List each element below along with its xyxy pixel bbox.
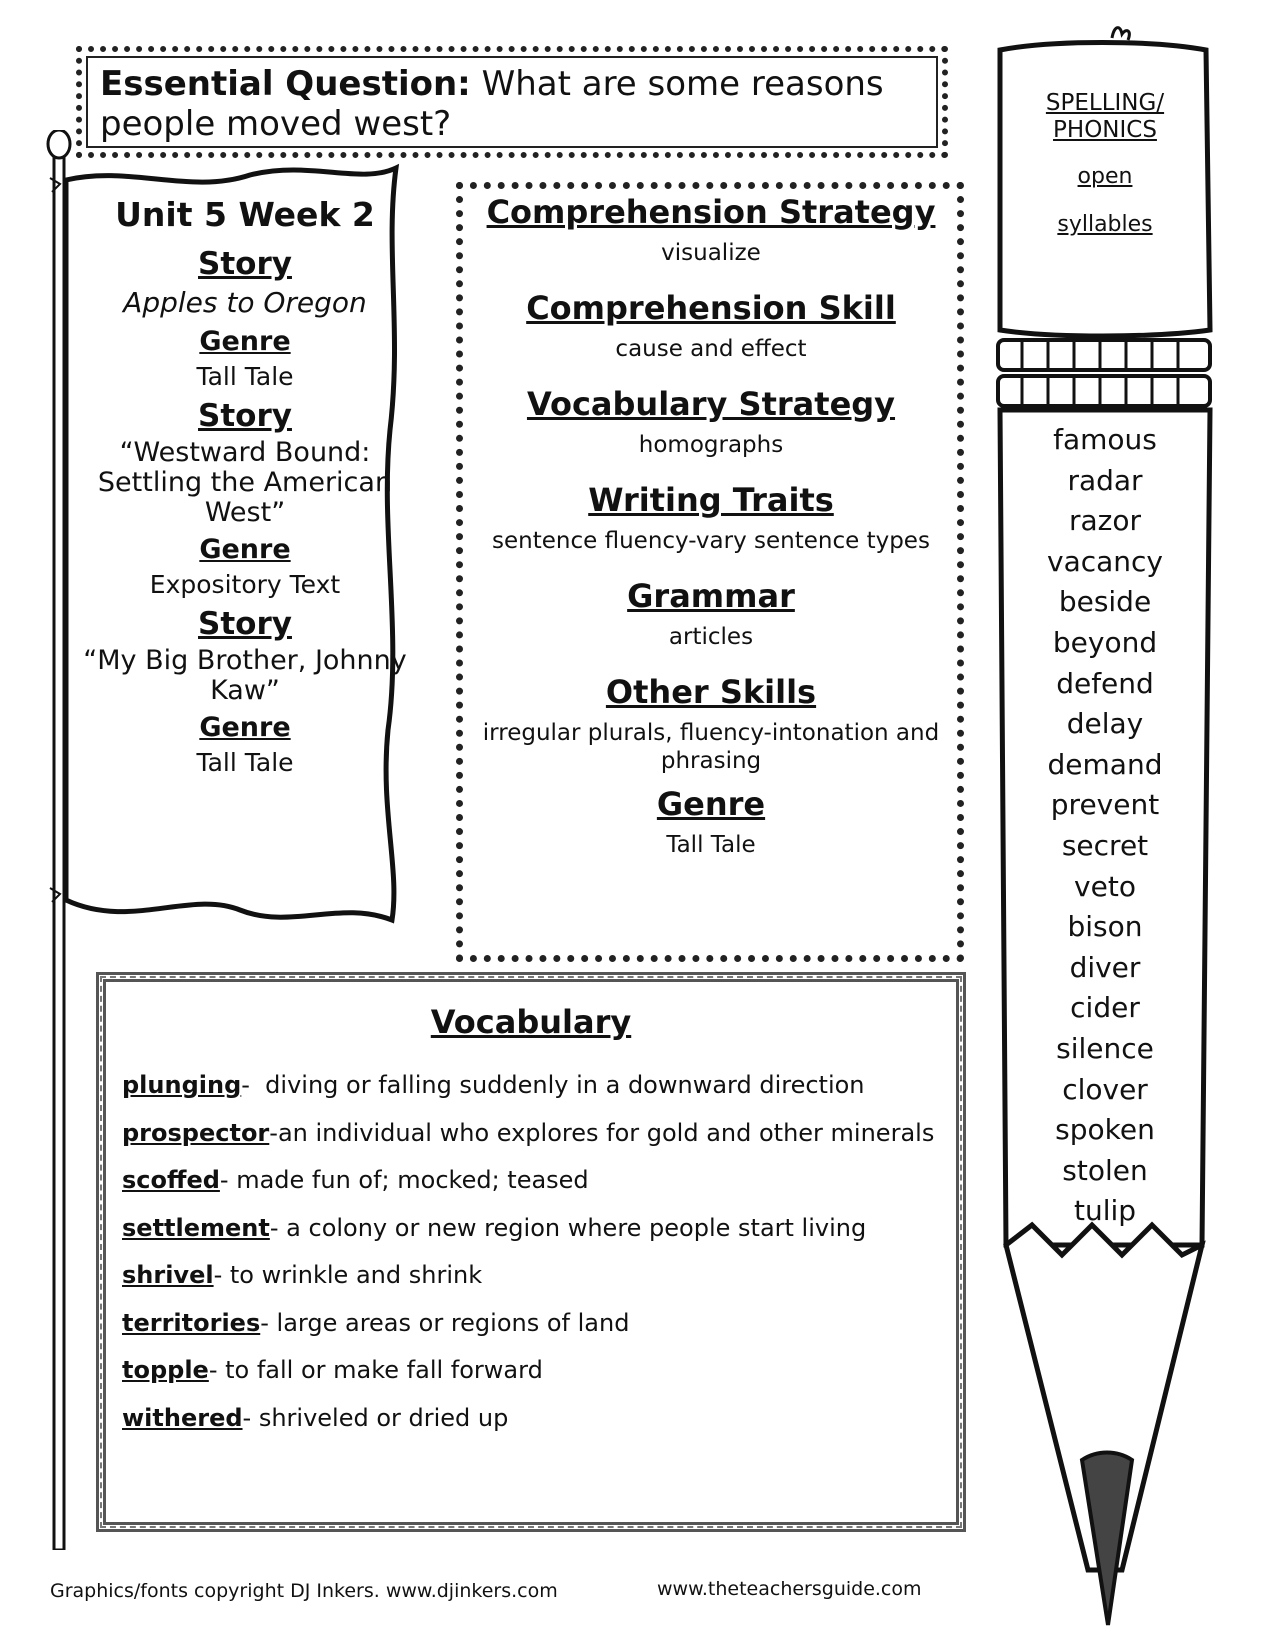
spelling-word: secret [1061,828,1149,862]
spelling-word: razor [1068,504,1141,538]
vocab-item [122,1068,952,1116]
vocab-word: prospector [122,1118,270,1147]
vocab-item [122,1258,952,1306]
spelling-word: veto [1074,869,1136,903]
spelling-heading-line2: PHONICS [1053,117,1157,143]
vocab-word: territories [122,1308,261,1337]
story-label-3: Story [198,606,292,642]
vocab-definition: made fun of; mocked; teased [236,1166,589,1194]
footer-copyright: Graphics/fonts copyright DJ Inkers. www.djinkers.com [50,1580,558,1602]
genre-value-3: Tall Tale [196,748,294,777]
vocab-definition: large areas or regions of land [276,1308,630,1337]
vocab-separator: - [219,1166,237,1194]
vocab-separator: - [213,1261,230,1289]
spelling-word: radar [1067,463,1143,497]
pencil-eraser-tip [1112,28,1129,40]
spelling-heading [1020,90,1190,238]
vocab-item [122,1116,952,1164]
spelling-word: cider [1070,991,1140,1025]
essential-question-body: What are some reasons people moved west? [100,64,884,144]
spelling-word: beside [1058,585,1152,619]
spelling-word: bison [1067,910,1143,944]
spelling-word: diver [1069,950,1141,984]
vocab-word: withered [122,1403,243,1432]
flag-pole-knob [48,130,70,158]
story-title-1: Apples to Oregon [123,286,367,319]
essential-question-label: Essential Question: [100,64,471,104]
vocabulary-strategy-label: Vocabulary Strategy [526,385,896,423]
vocab-definition: an individual who explores for gold and other minerals [277,1118,935,1147]
comprehension-strategy-label: Comprehension Strategy [486,193,936,231]
story-title-2: “Westward Bound: Settling the American West” [97,437,393,528]
vocab-separator: - [241,1071,266,1099]
genre-value-1: Tall Tale [196,362,294,391]
vocab-separator: - [260,1308,277,1337]
vocab-word: topple [122,1356,209,1384]
vocab-item [122,1163,952,1211]
writing-traits-value: sentence fluency-vary sentence types [492,528,930,554]
story-label-2: Story [198,398,292,434]
vocab-definition: shriveled or dried up [258,1403,509,1432]
spelling-word: delay [1066,707,1144,741]
genre-value: Tall Tale [666,832,756,858]
vocab-separator: - [208,1356,226,1384]
grammar-label: Grammar [627,577,795,615]
vocabulary-title: Vocabulary [430,1003,632,1041]
spelling-word: vacancy [1047,544,1163,578]
unit-week-title: Unit 5 Week 2 [115,195,375,234]
spelling-word: clover [1062,1072,1148,1106]
vocab-definition: to wrinkle and shrink [229,1261,483,1289]
vocab-definition: to fall or make fall forward [225,1356,543,1384]
vocab-word: scoffed [122,1166,220,1194]
writing-traits-label: Writing Traits [588,481,834,519]
vocab-definition: diving or falling suddenly in a downward direction [265,1071,865,1099]
flag-pole [54,150,64,1550]
spelling-word: silence [1056,1031,1154,1065]
genre-value-2: Expository Text [149,570,341,599]
flag-content [80,195,410,784]
spelling-word: defend [1056,666,1154,700]
other-skills-label: Other Skills [605,673,817,711]
vocab-separator: - [269,1118,278,1147]
genre-label-1: Genre [199,326,291,357]
vocab-item [122,1353,952,1401]
spelling-word: demand [1047,747,1163,781]
vocab-word: plunging [122,1071,242,1099]
spelling-word: tulip [1073,1194,1137,1228]
genre-label: Genre [656,785,766,823]
vocab-item [122,1401,952,1449]
genre-label-2: Genre [199,534,291,565]
vocab-separator: - [242,1403,259,1432]
spelling-word: beyond [1052,625,1158,659]
comprehension-skill-value: cause and effect [615,336,807,362]
footer-website: www.theteachersguide.com [657,1578,922,1600]
spelling-sub-open: open [1077,164,1133,189]
vocab-word: settlement [122,1213,270,1242]
vocab-item [122,1211,952,1259]
vocab-definition: a colony or new region where people start living [286,1213,867,1242]
grammar-value: articles [668,624,754,650]
vocabulary-list [122,1068,952,1448]
other-skills-value: irregular plurals, fluency-intonation and phrasing [482,720,940,774]
spelling-word: prevent [1050,788,1160,822]
skills-content [466,193,956,859]
spelling-word: famous [1053,423,1157,456]
spelling-sub-syllables: syllables [1057,212,1153,237]
vocab-word: shrivel [122,1261,214,1289]
story-title-3: “My Big Brother, Johnny Kaw” [83,645,407,706]
spelling-heading-line1: SPELLING/ [1045,90,1165,116]
spelling-word: spoken [1055,1113,1155,1147]
comprehension-strategy-value: visualize [661,240,761,266]
spelling-word-list [1020,420,1190,1232]
genre-label-3: Genre [199,712,291,743]
vocab-item [122,1306,952,1354]
story-label-1: Story [198,246,292,282]
spelling-word: stolen [1062,1153,1148,1187]
vocab-separator: - [269,1213,287,1242]
comprehension-skill-label: Comprehension Skill [526,289,896,327]
vocabulary-strategy-value: homographs [638,432,784,458]
